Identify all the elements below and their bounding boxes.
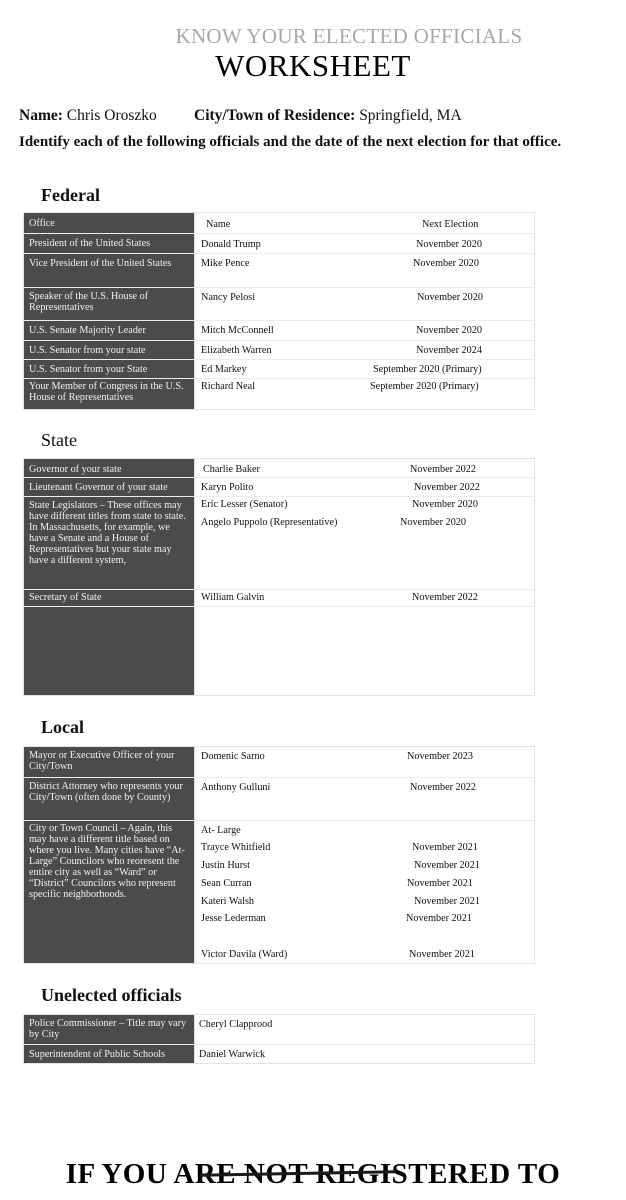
city-value: Springfield, MA	[359, 107, 462, 124]
officer-cell: Daniel Warwick	[199, 1049, 266, 1060]
table-row	[24, 1015, 534, 1045]
officer-cell: Angelo Puppolo (Representative)	[201, 517, 338, 528]
election-cell: September 2020 (Primary)	[370, 381, 479, 392]
city-label: City/Town of Residence:	[194, 107, 356, 124]
officer-cell: Cheryl Clapprood	[199, 1019, 273, 1030]
federal-table	[23, 212, 535, 410]
election-cell: November 2023	[407, 751, 473, 762]
worksheet-title: WORKSHEET	[215, 48, 411, 83]
officer-cell: Mitch McConnell	[201, 325, 274, 336]
name-label: Name:	[19, 107, 63, 124]
office-cell: U.S. Senator from your state	[24, 341, 194, 359]
officer-cell: Mike Pence	[201, 258, 250, 269]
local-heading: Local	[41, 717, 84, 737]
officer-cell: Charlie Baker	[203, 464, 260, 475]
election-cell: November 2021	[406, 913, 472, 924]
office-cell: Vice President of the United States	[24, 254, 194, 287]
election-cell: November 2024	[416, 345, 482, 356]
table-row	[24, 234, 534, 254]
table-row	[24, 360, 534, 379]
office-cell: Your Member of Congress in the U.S. House of Representatives	[24, 379, 194, 409]
instructions: Identify each of the following officials and the date of the next election for that office.	[19, 134, 562, 150]
office-cell: Governor of your state	[24, 459, 194, 477]
header-name: Name	[206, 219, 231, 230]
local-table	[23, 746, 535, 964]
office-cell: President of the United States	[24, 234, 194, 253]
office-cell: U.S. Senate Majority Leader	[24, 321, 194, 340]
election-cell: November 2020	[417, 292, 483, 303]
table-row	[24, 459, 534, 478]
city-field	[194, 107, 462, 125]
election-cell: November 2021	[414, 896, 480, 907]
office-cell: District Attorney who represents your City/Town (often done by County)	[24, 778, 194, 820]
election-cell: November 2021	[409, 949, 475, 960]
registration-banner: IF YOU ARE NOT REGISTERED TO	[65, 1158, 561, 1190]
office-cell: Superintendent of Public Schools	[24, 1045, 194, 1063]
officer-cell: Karyn Polito	[201, 482, 254, 493]
election-cell: November 2020	[416, 325, 482, 336]
officer-cell: Anthony Gulluni	[201, 782, 271, 793]
table-row	[24, 778, 534, 821]
office-cell: City or Town Council – Again, this may have a different title based on where you live. Many cities have “At-Large” Councilors who reoresent the entire city as well as “Ward” or “District” Councilors who represent specific neighborhoods.	[24, 821, 194, 963]
officer-cell: Richard Neal	[201, 381, 256, 392]
office-cell: U.S. Senator from your State	[24, 360, 194, 378]
table-header-row	[24, 213, 534, 234]
officer-cell: Kateri Walsh	[201, 896, 255, 907]
table-row	[24, 590, 534, 607]
council-at-large-label: At- Large	[201, 825, 241, 836]
table-row	[24, 478, 534, 497]
table-row	[24, 1045, 534, 1063]
election-cell: November 2020	[412, 499, 478, 510]
election-cell: November 2021	[412, 842, 478, 853]
unelected-table	[23, 1014, 535, 1064]
election-cell: November 2020	[400, 517, 466, 528]
header-election: Next Election	[422, 219, 479, 230]
table-row	[24, 254, 534, 288]
office-cell: Mayor or Executive Officer of your City/Town	[24, 747, 194, 777]
election-cell: November 2022	[414, 482, 480, 493]
office-cell: Police Commissioner – Title may vary by City	[24, 1015, 194, 1044]
officer-cell: Ed Markey	[201, 364, 247, 375]
officer-cell: Sean Curran	[201, 878, 252, 889]
office-cell: Lieutenant Governor of your state	[24, 478, 194, 496]
officer-cell: Justin Hurst	[201, 860, 250, 871]
table-row	[24, 379, 534, 409]
state-table	[23, 458, 535, 696]
table-row	[24, 821, 534, 963]
officer-cell: Nancy Pelosi	[201, 292, 256, 303]
table-row	[24, 321, 534, 341]
election-cell: September 2020 (Primary)	[373, 364, 482, 375]
officer-cell: Eric Lesser (Senator)	[201, 499, 288, 510]
officer-cell: Trayce Whitfield	[201, 842, 271, 853]
election-cell: November 2021	[414, 860, 480, 871]
header-office: Office	[24, 213, 194, 233]
office-cell: Speaker of the U.S. House of Representatives	[24, 288, 194, 320]
table-row	[24, 341, 534, 360]
election-cell: November 2022	[410, 464, 476, 475]
table-row-empty	[24, 607, 534, 695]
federal-heading: Federal	[41, 185, 100, 205]
office-cell	[24, 607, 194, 695]
name-field	[19, 107, 157, 125]
table-row	[24, 497, 534, 590]
unelected-heading: Unelected officials	[41, 985, 182, 1005]
election-cell: November 2020	[413, 258, 479, 269]
election-cell: November 2022	[410, 782, 476, 793]
name-value: Chris Oroszko	[66, 107, 157, 124]
officer-cell: Elizabeth Warren	[201, 345, 272, 356]
table-row	[24, 747, 534, 778]
state-heading: State	[41, 430, 77, 450]
election-cell: November 2022	[412, 592, 478, 603]
officer-cell: William Galvin	[201, 592, 265, 603]
officer-cell: Victor Davila (Ward)	[201, 949, 288, 960]
officer-cell: Donald Trump	[201, 239, 261, 250]
worksheet-supertitle: KNOW YOUR ELECTED OFFICIALS	[175, 24, 523, 48]
office-cell: State Legislators – These offices may have different titles from state to state. In Massachusetts, for example, we have a Senate and a House of Representatives but your state may have a different system,	[24, 497, 194, 589]
table-row	[24, 288, 534, 321]
office-cell: Secretary of State	[24, 590, 194, 606]
officer-cell: Jesse Lederman	[201, 913, 266, 924]
officer-cell: Domenic Sarno	[201, 751, 265, 762]
election-cell: November 2021	[407, 878, 473, 889]
election-cell: November 2020	[416, 239, 482, 250]
